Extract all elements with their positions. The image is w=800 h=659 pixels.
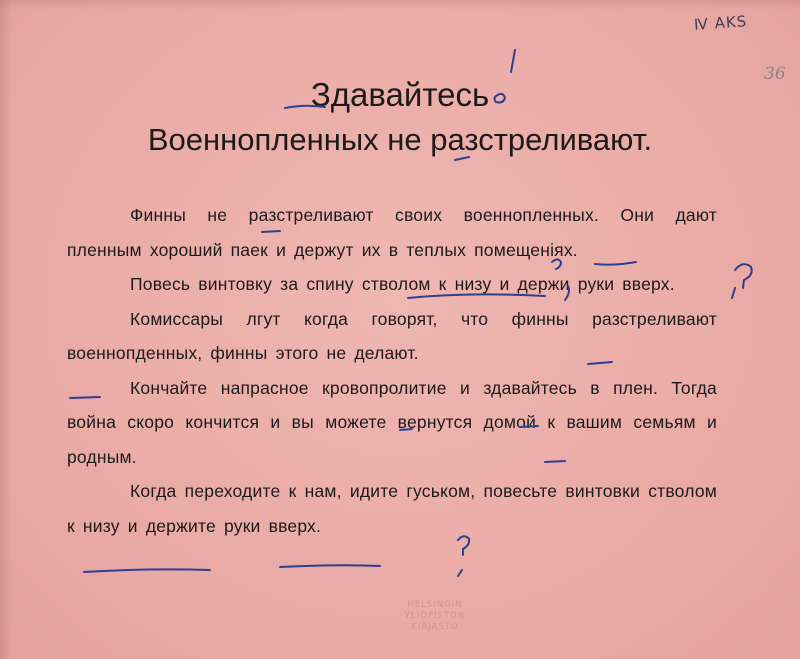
pencil-bottom-tick [458, 570, 462, 576]
pencil-underline-word-3 [588, 362, 612, 364]
stamp-line-1: HELSINGIN [407, 600, 463, 610]
pencil-long-underline-2 [280, 565, 380, 567]
paragraph-3: Комиссары лгут когда говорят, что финны разстреливают военнопденных, финны этого не делают. [67, 308, 717, 363]
pencil-underline-word-2 [595, 262, 636, 265]
pencil-underline-title [285, 106, 325, 108]
leaflet-subtitle: Военнопленных не разстреливают. [147, 122, 653, 157]
pencil-underline-word-7 [545, 461, 565, 462]
paragraph-2: Повесь винтовку за спину стволом к низу и держи руки вверх. [130, 274, 675, 294]
folio-number: 36 [764, 64, 786, 84]
archive-mark: Ⅳ AKS [693, 12, 748, 34]
pencil-margin-tick [732, 288, 735, 298]
paragraph-5: Когда переходите к нам, идите гуськом, повесьте винтовки стволом к низу и держите руки вверх. [67, 481, 717, 536]
pencil-underline-phrase [408, 294, 545, 298]
stamp-line-2: YLIOPISTON [404, 611, 466, 621]
pencil-question-mark-margin [735, 264, 752, 288]
paragraph-4: Кончайте напрасное кровопролитие и здавайтесь в плен. Тогда война скоро кончится и вы можете вернутся домой к вашим семьям и родным. [67, 377, 717, 467]
pencil-comma-mark [565, 286, 569, 300]
pencil-underline-subtitle [455, 157, 469, 160]
pencil-tick-mark [511, 50, 515, 72]
pencil-circle-mark [495, 94, 506, 103]
leaflet-title: Здавайтесь [310, 76, 490, 113]
pencil-underline-word-6 [520, 426, 538, 427]
stamp-line-3: KIRJASTO [411, 622, 459, 632]
pencil-question-mark-1 [552, 260, 561, 270]
pencil-underline-word-1 [262, 231, 280, 232]
pencil-underline-word-5 [400, 429, 412, 430]
pencil-long-underline [84, 569, 210, 572]
paragraph-1: Финны не разстреливают своих военнопленных. Они дают пленным хороший паек и держут их в теплых помещеніях. [67, 205, 717, 260]
pencil-question-mark-2 [458, 536, 469, 555]
pencil-underline-word-4 [70, 397, 100, 398]
